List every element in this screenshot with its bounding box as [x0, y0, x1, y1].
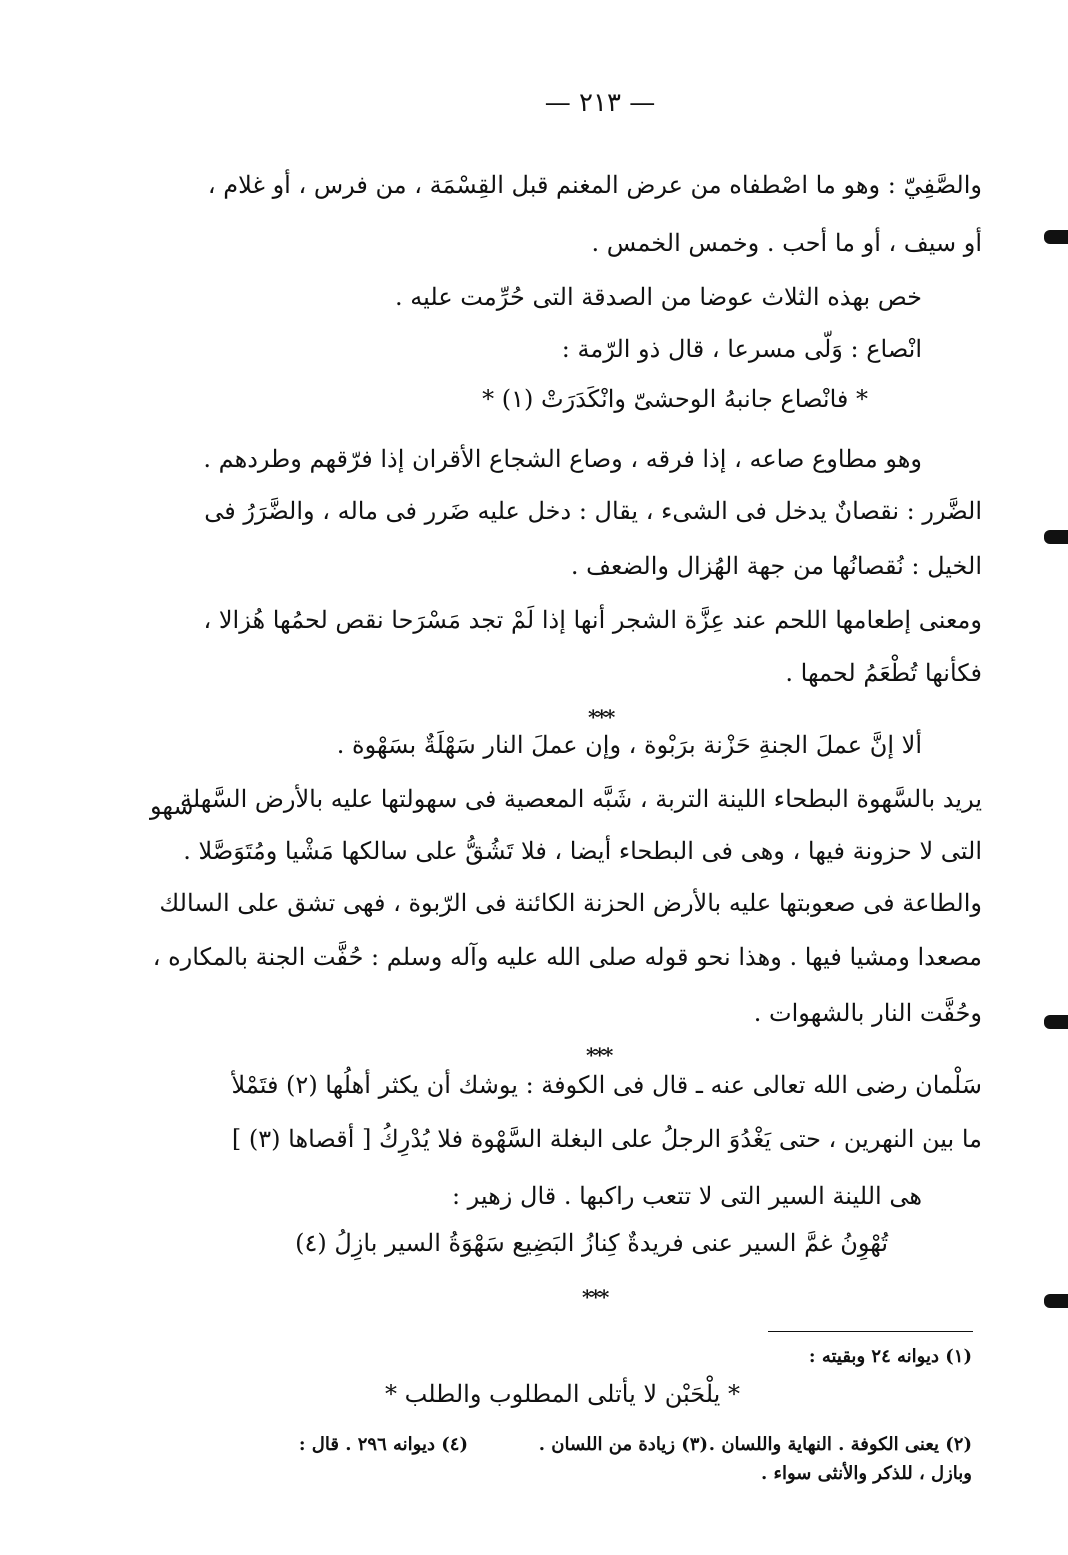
text-line: التى لا حزونة فيها ، وهى فى البطحاء أيضا ، فلا تَشُقُّ على سالكها مَشْيا ومُتَوَصَّلا . — [183, 837, 982, 865]
text-line: والصَّفِيّ : وهو ما اصْطفاه من عرض المغنم قبل القِسْمَة ، من فرس ، أو غلام ، — [207, 171, 982, 199]
section-separator: *** — [588, 705, 614, 729]
binding-edge-mark — [1044, 530, 1068, 544]
text-line: انْصاع : وَلّى مسرعا ، قال ذو الرّمة : — [561, 335, 922, 363]
text-line: خص بهذه الثلاث عوضا من الصدقة التى حُرِّمت عليه . — [395, 283, 922, 311]
text-line: ومعنى إطعامها اللحم عند عِزَّة الشجر أنها إذا لَمْ تجد مَسْرَحا نقص لحمُها هُزالا ، — [203, 606, 982, 634]
binding-edge-mark — [1044, 230, 1068, 244]
footnote-rule — [768, 1331, 973, 1332]
footnote-1: (١) ديوانه ٢٤ وبقيته : — [808, 1346, 972, 1367]
footnote-4-continued: وبازل ، للذكر والأنثى سواء . — [760, 1463, 972, 1484]
section-separator: *** — [586, 1043, 612, 1067]
footnote-1-verse: * يلْحَبْن لا يأتلى المطلوب والطلب * — [385, 1380, 740, 1408]
text-line: الخيل : نُقصانُها من جهة الهُزال والضعف . — [570, 552, 982, 580]
binding-edge-mark — [1044, 1015, 1068, 1029]
verse-line: تُهْوِنُ غمَّ السير عنى فريدةٌ كِنازُ البَضِيع سَهْوَةُ السير بازِلُ (٤) — [295, 1229, 888, 1257]
binding-edge-mark — [1044, 1294, 1068, 1308]
text-line: والطاعة فى صعوبتها عليه بالأرض الحزنة الكائنة فى الرّبوة ، فهى تشق على السالك — [159, 889, 982, 917]
text-line: ما بين النهرين ، حتى يَغْدُوَ الرجلُ على البغلة السَّهْوة فلا يُدْرِكُ [ أقصاها (٣) ] — [231, 1125, 982, 1153]
text-line: يريد بالسَّهوة البطحاء اللينة التربة ، شَبَّه المعصية فى سهولتها عليه بالأرض السَّهلة — [179, 785, 982, 813]
footnote-3: (٣) زيادة من اللسان . — [538, 1434, 708, 1455]
text-line: فكأنها تُطْعَمُ لحمها . — [785, 659, 982, 687]
margin-keyword: سهو — [150, 792, 194, 820]
text-line: وهو مطاوع صاعه ، إذا فرقه ، وصاع الشجاع الأقران إذا فرّقهم وطردهم . — [203, 445, 922, 473]
text-line: سَلْمان رضى الله تعالى عنه ـ قال فى الكوفة : يوشك أن يكثر أهلُها (٢) فتَمْلأ — [231, 1071, 982, 1099]
section-separator: *** — [582, 1285, 608, 1309]
text-line: هى اللينة السير التى لا تتعب راكبها . قال زهير : — [451, 1182, 922, 1210]
text-line: وحُفَّت النار بالشهوات . — [753, 999, 982, 1027]
verse-line: * فانْصاع جانبهُ الوحشىّ وانْكَدَرَتْ (١) * — [482, 385, 868, 413]
text-line: مصعدا ومشيا فيها . وهذا نحو قوله صلى الله عليه وآله وسلم : حُفَّت الجنة بالمكاره ، — [152, 943, 982, 971]
text-line: الضَّرر : نقصانٌ يدخل فى الشىء ، يقال : دخل عليه ضَرر فى ماله ، والضَّرَرُ فى — [204, 497, 982, 525]
page-number: — ٢١٣ — — [544, 88, 656, 118]
text-line: أو سيف ، أو ما أحب . وخمس الخمس . — [591, 229, 982, 257]
hadith-line: ألا إنَّ عملَ الجنةِ حَزْنة برَبْوة ، وإن عملَ النار سَهْلَةٌ بسَهْوة . — [336, 731, 922, 759]
footnote-4: (٤) ديوانه ٢٩٦ . قال : — [298, 1434, 468, 1455]
footnote-2: (٢) يعنى الكوفة . النهاية واللسان . — [708, 1434, 972, 1455]
